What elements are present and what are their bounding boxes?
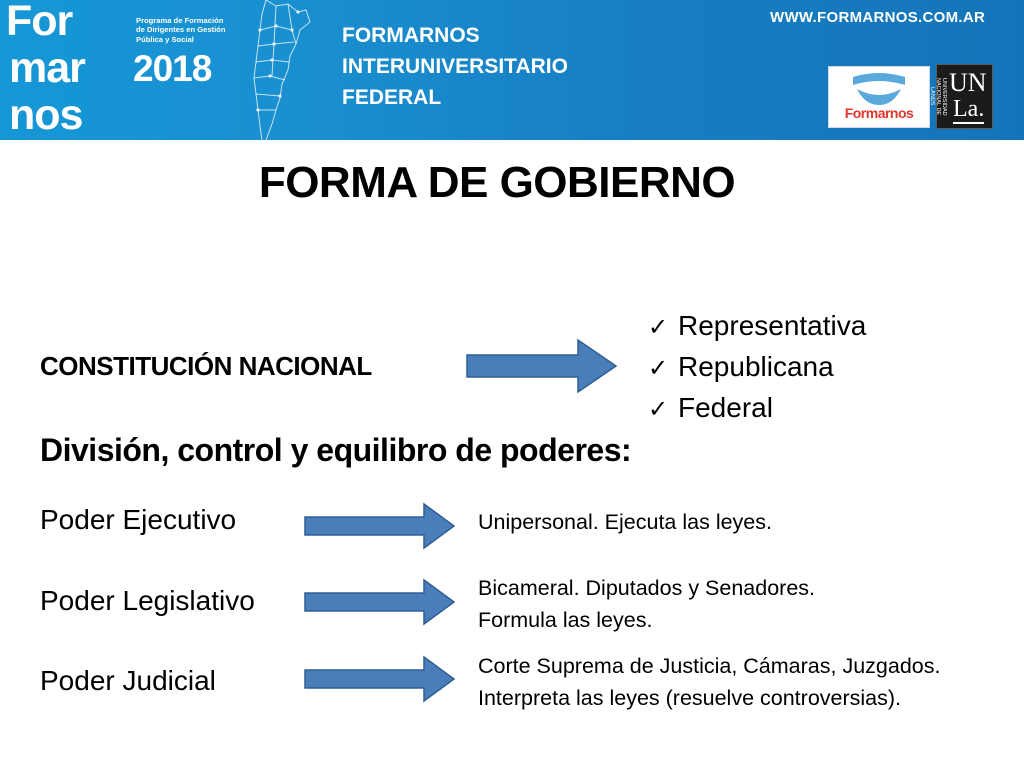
characteristic-label: Representativa	[678, 310, 867, 341]
characteristic-item	[648, 306, 866, 347]
power-executive-label: Poder Ejecutivo	[40, 504, 237, 535]
power-legislative-description	[478, 572, 815, 636]
program-line-3: Pública y Social	[136, 34, 194, 44]
power-legislative-label: Poder Legislativo	[40, 585, 255, 616]
government-characteristics-list	[648, 306, 866, 429]
characteristic-item	[648, 388, 866, 429]
program-line-1: Programa de Formación	[136, 16, 224, 25]
characteristic-label: Republicana	[678, 351, 834, 382]
formarnos-wordmark	[6, 0, 138, 139]
description-line: Bicameral. Diputados y Senadores.	[478, 576, 816, 600]
formarnos-logo	[828, 66, 930, 128]
header-banner	[0, 0, 1024, 140]
power-judicial-label: Poder Judicial	[40, 665, 216, 696]
right-arrow-icon	[466, 338, 618, 394]
characteristic-label: Federal	[678, 392, 773, 423]
unla-logo-bottom: La.	[953, 96, 985, 122]
formarnos-logo-icon	[851, 71, 907, 105]
characteristic-item	[648, 347, 866, 388]
description-line: Unipersonal. Ejecuta las leyes.	[478, 510, 772, 534]
power-judicial-description	[478, 650, 940, 714]
check-icon: ✓	[648, 354, 669, 382]
power-executive-description	[478, 506, 772, 538]
program-line-2: de Dirigentes en Gestión	[136, 25, 226, 35]
division-heading: División, control y equilibro de poderes:	[40, 432, 632, 468]
wordmark-line-1: For	[6, 0, 73, 45]
constitution-label: CONSTITUCIÓN NACIONAL	[40, 351, 372, 381]
banner-title-line-1: FORMARNOS	[342, 24, 480, 47]
check-icon: ✓	[648, 395, 669, 423]
wordmark-line-3: nos	[9, 91, 83, 139]
description-line: Interpreta las leyes (resuelve controversias).	[478, 686, 902, 710]
program-description	[136, 16, 236, 44]
banner-title-line-3: FEDERAL	[342, 86, 442, 109]
right-arrow-icon	[304, 502, 456, 550]
unla-logo-top: UN	[949, 68, 987, 97]
wordmark-line-2: mar	[9, 44, 85, 92]
check-icon: ✓	[648, 313, 669, 341]
unla-logo	[929, 64, 993, 129]
description-line: Corte Suprema de Justicia, Cámaras, Juzgados.	[478, 654, 941, 678]
website-url: WWW.FORMARNOS.COM.AR	[770, 9, 986, 26]
right-arrow-icon	[304, 578, 456, 626]
formarnos-logo-text: Formarnos	[844, 105, 914, 121]
program-year: 2018	[133, 48, 212, 89]
banner-title-line-2: INTERUNIVERSITARIO	[342, 55, 568, 78]
description-line: Formula las leyes.	[478, 608, 653, 632]
right-arrow-icon	[304, 655, 456, 703]
slide-title: FORMA DE GOBIERNO	[258, 158, 736, 207]
unla-vertical-text: UNIVERSIDAD NACIONAL DE LANÚS	[929, 77, 947, 116]
argentina-map-icon	[236, 0, 314, 140]
banner-title	[342, 20, 568, 113]
